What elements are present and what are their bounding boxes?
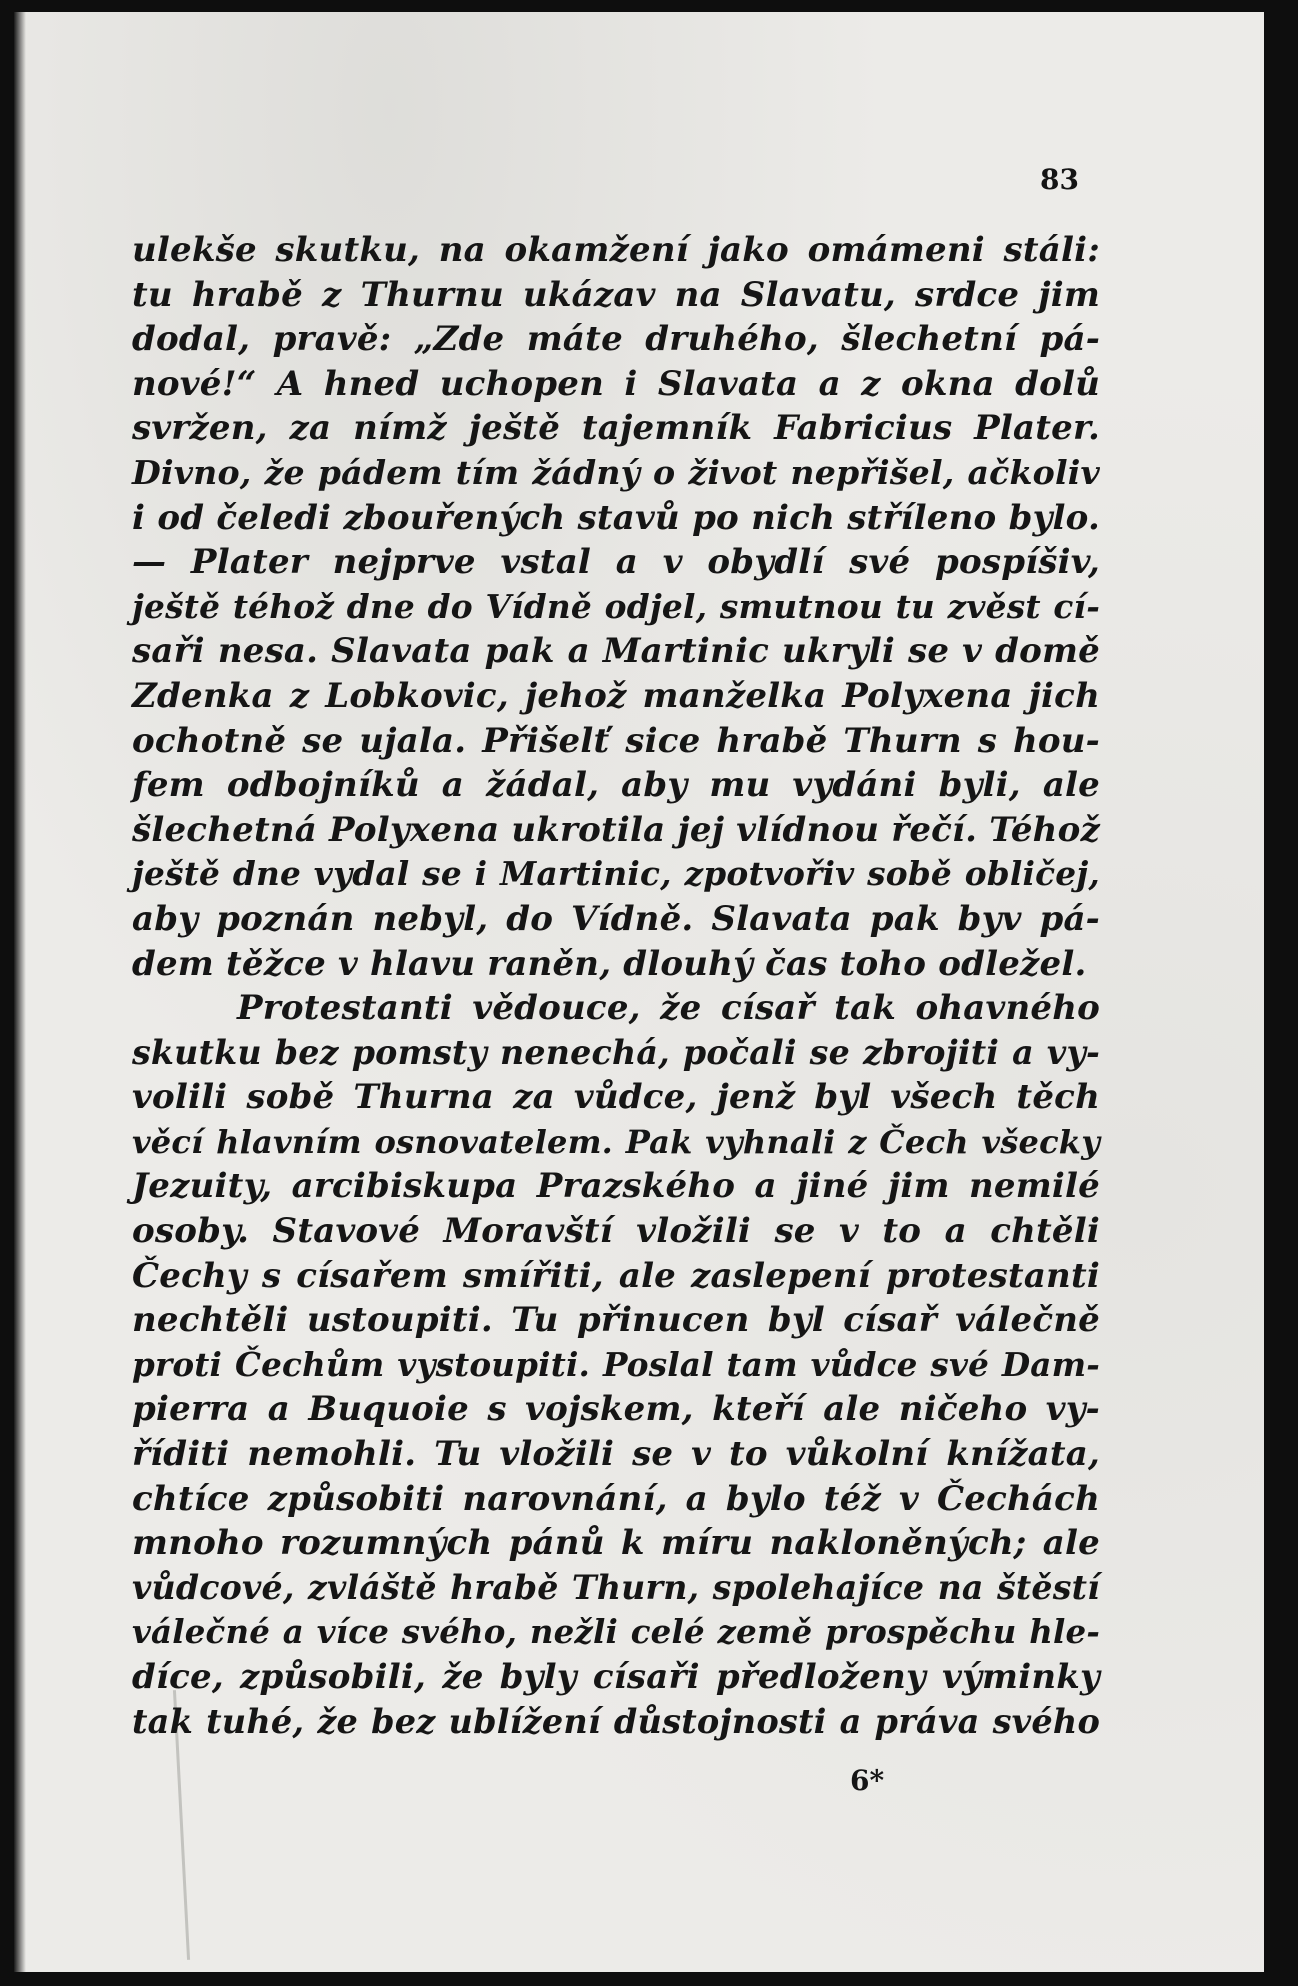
text-line: nechtěli ustoupiti. Tu přinucen byl císař válečně	[132, 1300, 1100, 1341]
body-text	[132, 228, 1100, 1744]
text-line: — Plater nejprve vstal a v obydlí své pospíšiv,	[132, 542, 1100, 583]
text-line: Divno, že pádem tím žádný o život nepřišel, ačkoliv	[132, 452, 1100, 492]
text-line: pierra a Buquoie s vojskem, kteří ale ničeho vy-	[132, 1389, 1100, 1430]
text-line: dodal, pravě: „Zde máte druhého, šlechetní pá-	[132, 319, 1100, 360]
text-line: tak tuhé, že bez ublížení důstojnosti a práva svého	[132, 1701, 1100, 1741]
text-line: Čechy s císařem smířiti, ale zaslepení protestanti	[132, 1255, 1100, 1296]
text-line: ještě téhož dne do Vídně odjel, smutnou tu zvěst cí-	[132, 586, 1100, 626]
page-number: 83	[1040, 163, 1079, 196]
text-line: volili sobě Thurna za vůdce, jenž byl všech těch	[132, 1077, 1100, 1118]
text-line: říditi nemohli. Tu vložili se v to vůkolní knížata,	[132, 1434, 1100, 1475]
text-line: ještě dne vydal se i Martinic, zpotvořiv sobě obličej,	[132, 854, 1100, 894]
text-line: chtíce způsobiti narovnání, a bylo též v Čechách	[132, 1478, 1100, 1519]
text-line: věcí hlavním osnovatelem. Pak vyhnali z Čech všecky	[132, 1122, 1100, 1161]
text-line: díce, způsobili, že byly císaři předloženy výminky	[132, 1657, 1100, 1697]
text-line: Jezuity, arcibiskupa Prazského a jiné jim nemilé	[132, 1166, 1100, 1207]
text-line: saři nesa. Slavata pak a Martinic ukryli se v domě	[132, 631, 1100, 672]
text-line: tu hrabě z Thurnu ukázav na Slavatu, srdce jim	[132, 274, 1100, 315]
text-line: dem těžce v hlavu raněn, dlouhý čas toho odležel.	[132, 943, 1087, 984]
page-binding-shadow	[14, 12, 26, 1972]
text-line: svržen, za nímž ještě tajemník Fabricius Plater.	[132, 408, 1100, 449]
signature-mark: 6*	[850, 1764, 885, 1797]
text-line: skutku bez pomsty nenechá, počali se zbrojiti a vy-	[132, 1032, 1100, 1072]
text-line: aby poznán nebyl, do Vídně. Slavata pak byv pá-	[132, 898, 1100, 939]
text-line: mnoho rozumných pánů k míru nakloněných; ale	[132, 1523, 1100, 1564]
text-line: vůdcové, zvláště hrabě Thurn, spolehajíce na štěstí	[132, 1567, 1100, 1607]
text-line: šlechetná Polyxena ukrotila jej vlídnou řečí. Téhož	[132, 809, 1100, 850]
text-line: Zdenka z Lobkovic, jehož manželka Polyxena jich	[132, 675, 1100, 716]
text-line: i od čeledi zbouřených stavů po nich stříleno bylo.	[132, 497, 1100, 538]
text-line: fem odbojníků a žádal, aby mu vydáni byli, ale	[132, 765, 1100, 806]
text-line: ochotně se ujala. Přišelť sice hrabě Thurn s hou-	[132, 720, 1100, 761]
text-line: nové!“ A hned uchopen i Slavata a z okna dolů	[132, 363, 1100, 404]
text-line: proti Čechům vystoupiti. Poslal tam vůdce své Dam-	[132, 1344, 1100, 1384]
text-line: Protestanti vědouce, že císař tak ohavného	[237, 988, 1100, 1029]
text-line: osoby. Stavové Moravští vložili se v to a chtěli	[132, 1211, 1100, 1252]
text-line: válečné a více svého, nežli celé země prospěchu hle-	[132, 1613, 1100, 1652]
text-line: ulekše skutku, na okamžení jako omámeni stáli:	[132, 230, 1100, 270]
